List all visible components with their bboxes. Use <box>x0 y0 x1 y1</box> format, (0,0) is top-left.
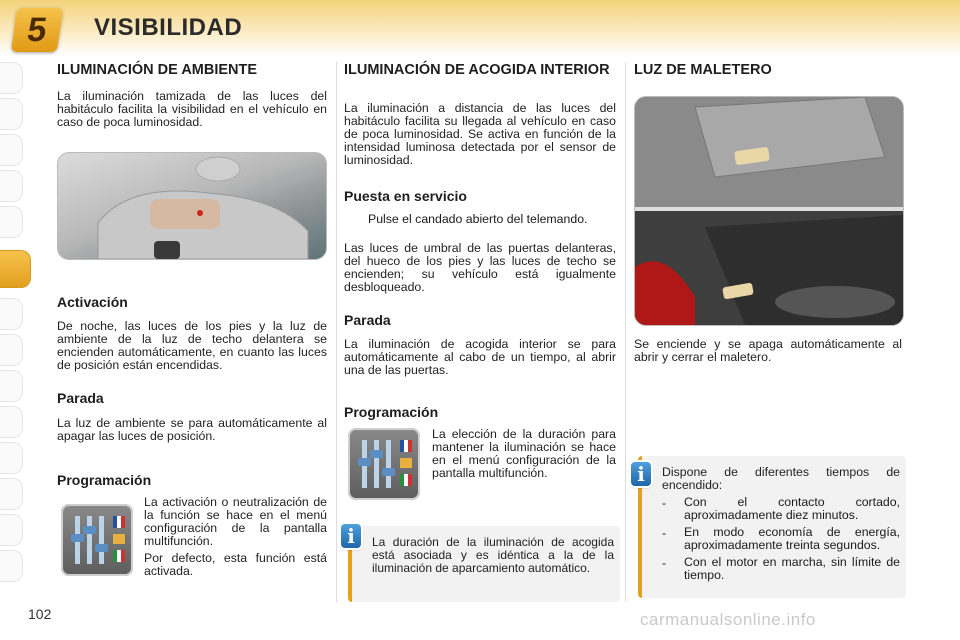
chapter-tab-7[interactable] <box>0 298 23 330</box>
info-box-lighting-times <box>638 456 906 598</box>
chapter-tab-active[interactable] <box>0 250 31 288</box>
chapter-tab-12[interactable] <box>0 478 23 510</box>
ceiling-light-photo <box>57 152 327 260</box>
list-dash: - <box>662 496 667 510</box>
chapter-tab-rail <box>0 62 32 582</box>
chapter-tab-11[interactable] <box>0 442 23 474</box>
welcome-text: La iluminación a distancia de las luces del habitáculo facilita su llegada al vehículo en caso de poca luminosidad. Se activa en función de la intensidad luminosa detectada por el sensor de luminosidad. <box>344 101 616 167</box>
service-bullet-text: Pulse el candado abierto del telemando. <box>368 212 588 226</box>
chapter-tab-9[interactable] <box>0 370 23 402</box>
column-divider <box>336 62 337 602</box>
trunk-text: Se enciende y se apaga automáticamente al abrir y cerrar el maletero. <box>634 337 902 364</box>
chapter-tab-10[interactable] <box>0 406 23 438</box>
chapter-tab-4[interactable] <box>0 170 23 202</box>
list-item <box>662 496 900 522</box>
info-icon: i <box>341 524 361 548</box>
list-item-text: En modo economía de energía, aproximadamente treinta segundos. <box>684 525 900 552</box>
list-item-text: Con el motor en marcha, sin límite de tiempo. <box>684 555 900 582</box>
subtitle-activation: Activación <box>57 294 128 310</box>
chapter-tab-13[interactable] <box>0 514 23 546</box>
subtitle-programming: Programación <box>57 472 152 488</box>
info-icon: i <box>631 462 651 486</box>
list-dash: - <box>662 526 667 540</box>
subtitle-service: Puesta en servicio <box>344 188 467 204</box>
info-box-duration <box>348 526 620 602</box>
chapter-tab-2[interactable] <box>0 98 23 130</box>
chapter-tab-8[interactable] <box>0 334 23 366</box>
lighting-times-intro: Dispone de diferentes tiempos de encendido: <box>662 465 900 492</box>
info-duration-text: La duración de la iluminación de acogida está asociada y es idéntica a la de la iluminación de aparcamiento automático. <box>372 535 614 575</box>
lighting-times-list <box>662 466 900 582</box>
chapter-tab-5[interactable] <box>0 206 23 238</box>
remote-key-icon <box>344 213 368 226</box>
subtitle-stop: Parada <box>57 390 104 406</box>
column-divider <box>625 62 626 602</box>
list-item <box>662 556 900 582</box>
section-title-ambient: ILUMINACIÓN DE AMBIENTE <box>57 62 258 78</box>
ambient-text: La iluminación tamizada de las luces del habitáculo facilita la visibilidad en el vehículo en caso de poca luminosidad. <box>57 89 327 129</box>
stop-text: La luz de ambiente se para automáticamente al apagar las luces de posición. <box>57 416 327 443</box>
programming-welcome-text: La elección de la duración para mantener la iluminación se hace en el menú configuración de la pantalla multifunción. <box>432 427 616 480</box>
ceiling-light-illustration <box>58 153 326 259</box>
page-title: VISIBILIDAD <box>94 14 243 41</box>
configuration-menu-icon <box>61 504 133 576</box>
list-dash: - <box>662 556 667 570</box>
subtitle-stop-welcome: Parada <box>344 312 391 328</box>
page-number: 102 <box>28 606 52 622</box>
chapter-tab-3[interactable] <box>0 134 23 166</box>
programming-default-text: Por defecto, esta función está activada. <box>144 551 327 578</box>
trunk-illustration <box>635 97 903 325</box>
activation-text: De noche, las luces de los pies y la luz de ambiente de la luz de techo delantera se encienden automáticamente, en cuanto las luces de posición están encendidas. <box>57 319 327 372</box>
section-title-trunk: LUZ DE MALETERO <box>634 62 772 78</box>
list-item-text: Con el contacto cortado, aproximadamente diez minutos. <box>684 495 900 522</box>
chapter-tab-14[interactable] <box>0 550 23 582</box>
programming-text: La activación o neutralización de la función se hace en el menú configuración de la pantalla multifunción. <box>144 495 327 548</box>
section-title-welcome: ILUMINACIÓN DE ACOGIDA INTERIOR <box>344 62 610 78</box>
service-bullet <box>344 213 616 226</box>
subtitle-programming-welcome: Programación <box>344 404 439 420</box>
chapter-number: 5 <box>24 11 50 49</box>
chapter-tab-1[interactable] <box>0 62 23 94</box>
stop-welcome-text: La iluminación de acogida interior se para automáticamente al cabo de un tiempo, al abrir una de las puertas. <box>344 337 616 377</box>
list-item <box>662 526 900 552</box>
service-text: Las luces de umbral de las puertas delanteras, del hueco de los pies y las luces de techo se encienden; su vehículo está igualmente desbloqueado. <box>344 241 616 294</box>
configuration-menu-icon <box>348 428 420 500</box>
chapter-badge <box>11 8 63 52</box>
trunk-light-photo <box>634 96 904 326</box>
watermark: carmanualsonline.info <box>640 610 816 629</box>
